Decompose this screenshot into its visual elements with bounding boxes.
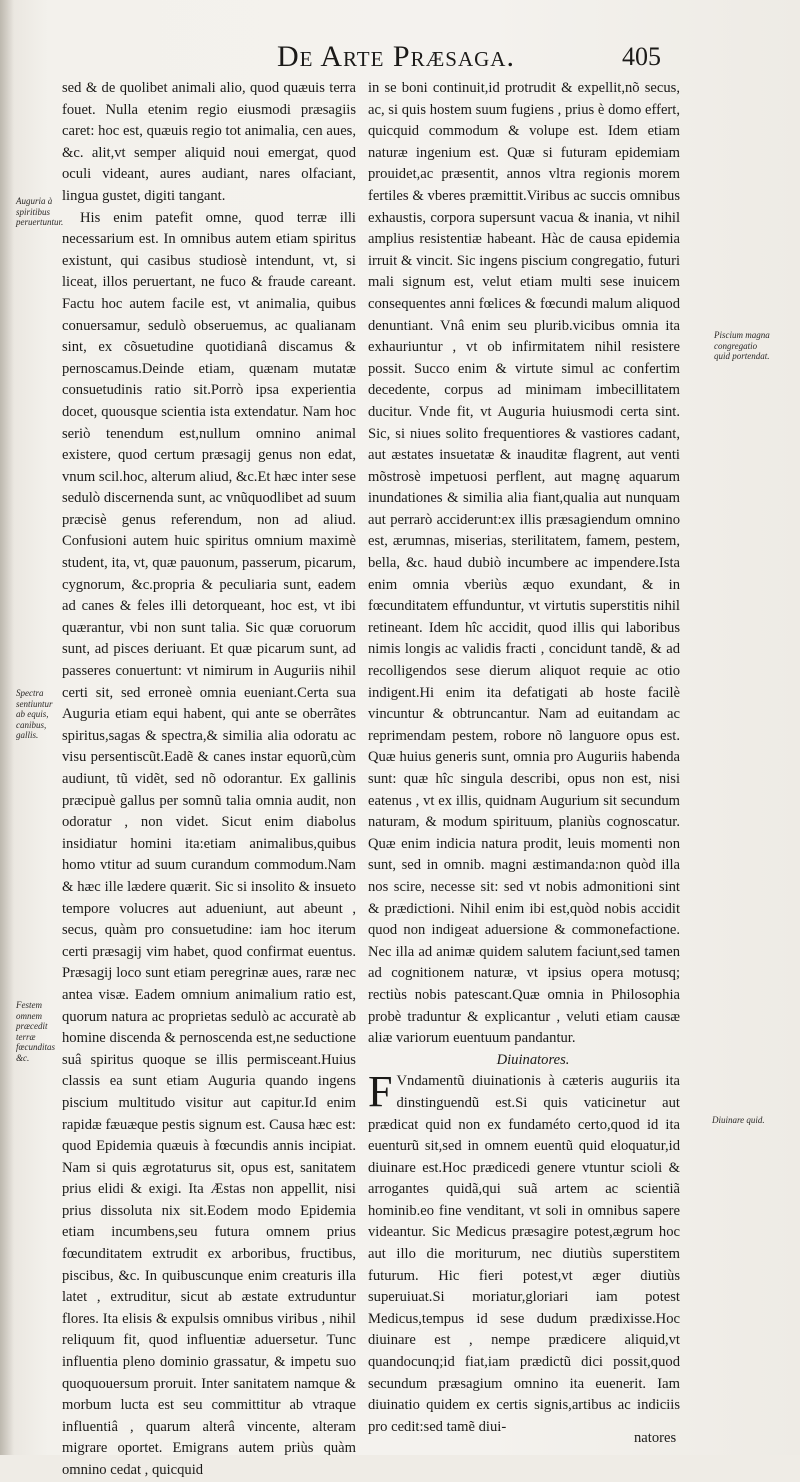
paragraph: in se boni continuit,id protrudit & expellit,nõ secus, ac, si quis hostem suum fugiens , prius è domo effert, quicquid commodum & volupe est. Idem etiam naturæ ingenium est. Quæ si futuram epidemiam prouidet,ac præsentit, annos vltra regionis morem fertiles & vberes præmittit.Viribus ac succis omnibus exhaustis, corpora supersunt vacua & inania, vt nihil amplius resistentiæ habeant. Hàc de causa epidemia irruit & vincit. Sic ingens piscium congregatio, futuri mali signum est, velut etiam multi sese inuicem consequentes anni fœlices & fœcundi malum aliquod denuntiant. Vnâ enim seu plurib.vicibus omnia ita exhauriuntur , vt ob infirmitatem nihil resistere possit. Succo enim & virtute simul ac confertim decedente, corpus ad minimam imbecillitatem ducitur. Vnde fit, vt Auguria huiusmodi certa sint. Sic, si niues solito frequentiores & vastiores cadant, aut æstates insuetatæ & inauditæ flagrent, aut venti mõstrosè impetuosi perflent, aut magnę aquarum inundationes & similia alia fiant,qualia aut nunquam aut perrarò acciderunt:ex illis præsagiendum omnino est, ærumnas, miserias, sterilitatem, famem, pestem, bella, &c. haud dubiò incumbere ac impendere.Ista enim omnia vberiùs æquo exundant, & in fœcunditatem effunduntur, vt virtutis superstitis nihil retineant. Idem hîc accidit, quod illis qui laboribus nimis longis ac validis fracti , concidunt tandẽ, & ad recolligendos sese dierum aliquot requie ac otio indigent.Hi enim ita defatigati ab hoste facilè vincuntur & obtruncantur. Nam ad euitandam ac reprimendam pestem, robore nõ languore opus est. Quæ huius generis sunt, omnia pro Auguriis habenda sunt: quæ hîc singula describi, opus non est, nisi eatenus , vt ex illis, quidnam Augurium sit secundum naturam, & modum spirituum, planiùs cognoscatur. Quæ enim indicia natura prodit, leuis momenti non sunt, sed in omnib. magni æstimanda:non quòd illa nos scire, necesse sit: sed vt nobis admonitioni sint & prædictioni. Nihil enim ibi est,quòd nobis accidit quod non indigeat aduersione & commonefactione. Nec illa ad animæ quidem salutem faciunt,sed tamen ad cognitionem naturæ, vt ipsius opera motusq; rectiùs nobis patescant.Quæ omnia in Philosophia probè traduntur & explicantur , veluti etiam causæ aliæ variorum euentuum pandantur. xyxy=(368,80,680,1047)
drop-cap: F xyxy=(368,1067,393,1117)
paragraph-text: Vndamentũ diuinationis à cæteris auguriis ita dinstinguendũ est.Si quis vaticinetur aut prædicat quid non ex fundaméto certo,quod id ita euenturũ sit,sed in omnem euentũ quid eloquatur,id diuinare est.Hoc prædicedi genere vtuntur scioli & arrogantes quidã,qui suã artem ac scientiã hominib.eo fine venditant, vt soli in omnibus sapere videantur. Sic Medicus præsagire potest,ægrum hoc aut illo die moriturum, nec diutiùs superstitem futurum. Hic fieri potest,vt æger diutiùs superuiuat.Si moriatur,gloriari iam potest Medicus,tempus id sese dudum prædixisse.Hoc diuinare est , nempe prædicere aliquid,vt quandocunq;id fiat,iam prædictũ dici possit,quod secundum præsagium omnino ita euenerit. Iam diuinatio quidem ex certis signis,artibus ac indiciis pro cedit:sed tamẽ diui- xyxy=(368,1073,680,1435)
running-head: De Arte Præsaga. xyxy=(277,40,515,73)
margin-note: Piscium magna congregatio quid portendat. xyxy=(714,330,770,361)
paragraph xyxy=(368,1067,680,1438)
page-header xyxy=(0,40,800,80)
catchword: natores xyxy=(634,1430,677,1446)
margin-note: Diuinare quid. xyxy=(712,1115,765,1125)
left-column xyxy=(62,78,356,1482)
margin-note: Spectra sentiuntur ab equis, canibus, gallis. xyxy=(16,688,53,740)
paragraph: His enim patefit omne, quod terræ illi necessarium est. In omnibus autem etiam spiritus existunt, qui casibus studiosè intendunt, vt, si liceat, illos peruertant, ne fuco & fraude careant. Factu hoc autem facile est, vt animalia, quibus conuersamur, sedulò obseruemus, ac qualianam sint, ex cõsuetudine quotidianâ discamus & pernoscamus.Deinde etiam, quænam mutatæ consuetudinis ratio sit.Porrò ipsa experientia docet, quousque scientia ista extendatur. Nam hoc seriò tenendum est,nullum omnino animal existere, quod certum præsagij genus non edat, vnum scil.hoc, alterum aliud, &c.Et hæc inter sese sedulò discernenda sunt, ac vnũquodlibet ad suum præcisè genus referendum, non ad aliud. Confusioni autem huic spiritus omnium maximè student, ita, vt, quæ pauonum, passerum, picarum, cygnorum, &c.propria & peculiaria sunt, eadem ad canes & feles illi detorqueant, hoc est, vt ibi quærantur, vbi non sunt talia. Sic quæ coruorum sunt, ad pisces deriuant. Et quæ picarum sunt, ad passeres conuertunt: vt nimirum in Auguriis nihil certi sit, sed erroneè omnia eueniant.Certa sua Auguria etiam equi habent, qui ante se oberrãtes spiritus,sagas & spectra,& similia alia odoratu ac visu persentiscũt.Eadẽ & canes instar equorũ,cùm audiunt, tũ vidẽt, sed nõ odorantur. Ex gallinis præcipuè gallus per somnũ talia omnia audit, non odoratur , non videt. Sicut enim diabolus insidiatur homini ita:etiam animalibus,quibus homo vtitur ad suum curandum commodum.Nam & hæc ille lædere quærit. Sic si insolito & insueto tempore volucres aut adueniunt, aut abeunt , secus, quàm pro consuetudine: iam hoc iterum certi præsagij vim habet, quod confirmat euentus. Præsagij loco sunt etiam peregrinæ aues, raræ nec antea visæ. Eadem omnium animalium ratio est, quorum natura ac proprietas sedulò ac accuratè ab homine discenda & pernoscenda est,ne seductione suâ spiritus quoque se illis permisceant.Huius classis ea sunt etiam Auguria quando ingens piscium multitudo visitur aut capitur.Id enim rapidæ fæuæque pestis signum est. Causa hæc est: quod Epidemia quæuis à fœcundis annis incipiat. Nam si quis ægrotaturus sit, opus est, sanitatem prius elidi & exigi. Ita Æstas non appellit, nisi prius dissoluta nix sit.Eodem modo Epidemia etiam incumbens,seu futura omnem prius fœcunditatem extrudit ex arboribus, fructibus, piscibus, &c. In quibuscunque enim creaturis illa latet , extruditur, sicut ab æstate extruduntur flores. Ita elisis & expulsis omnibus viribus , nihil reliquum fit, quod influentiæ aduersetur. Tunc influentia pleno dominio grassatur, & impetu suo quoquouersum proruit. Inter sanitatem namque & morbum lucta est seu committitur ab vtraque influentiâ , quarum alterâ vincente, alteram migrare oportet. Emigrans autem priùs quàm omnino cedat , quicquid xyxy=(62,209,356,1478)
section-heading: Diuinatores. xyxy=(496,1051,570,1068)
right-column xyxy=(368,78,680,1438)
margin-note: Festem omnem præcedit terræ fœcunditas &c. xyxy=(16,1000,56,1063)
paragraph: sed & de quolibet animali alio, quod quæuis terra fouet. Nulla etenim regio eiusmodi præsagiis caret: hoc est, quæuis regio tot animalia, cen aues, &c. alit,vt semper aliquid noui emergat, quod oculi videant, aures audiant, nares olfaciant, lingua gustet, digiti tangant. xyxy=(62,80,356,204)
gutter-shadow xyxy=(0,0,14,1455)
page-number: 405 xyxy=(622,42,661,71)
margin-note: Auguria à spiritibus peruertuntur. xyxy=(16,196,64,227)
